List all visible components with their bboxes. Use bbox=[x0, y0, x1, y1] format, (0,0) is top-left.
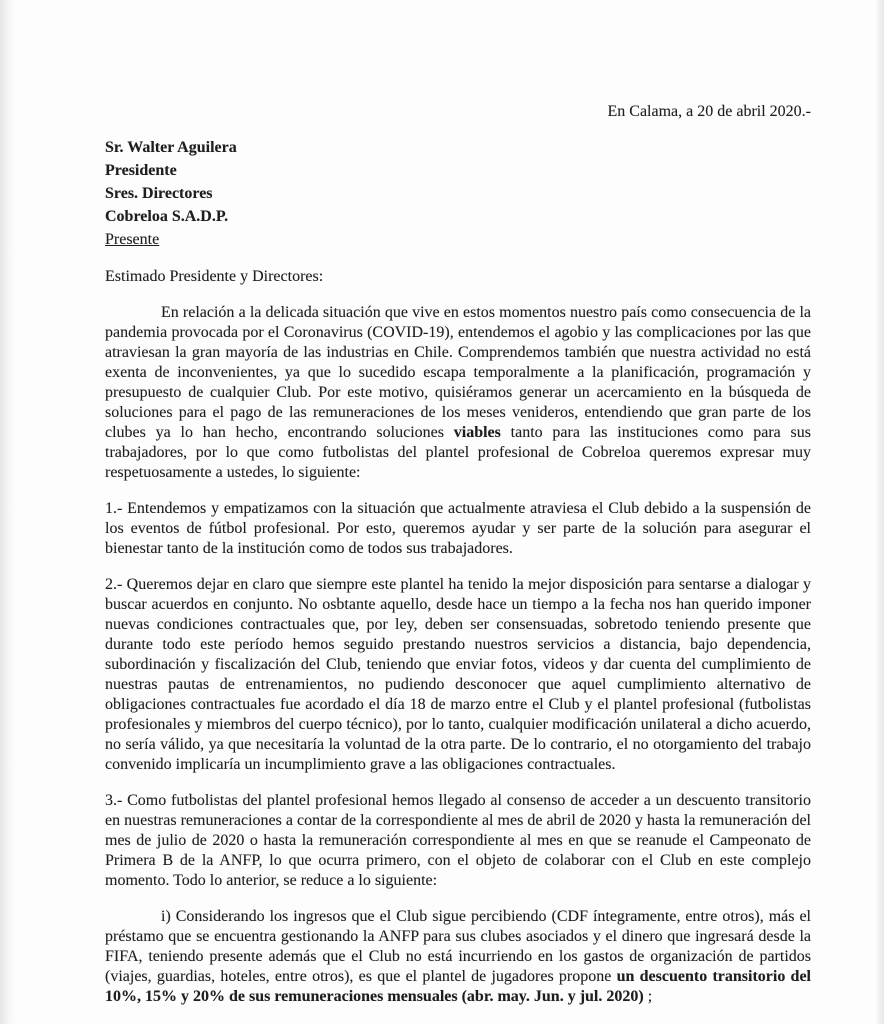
paragraph: i) Considerando los ingresos que el Club sigue percibiendo (CDF íntegramente, entre otros), más el préstamo que se encuentra gestionando la ANFP para sus clubes asociados y el dinero que ingresará desde la FIFA, teniendo presente además que el Club no está incurriendo en los gastos de organización de partidos (viajes, guardias, hoteles, entre otros), es que el plantel de jugadores propone un descuento transitorio del 10%, 15% y 20% de sus remuneraciones mensuales (abr. may. Jun. y jul. 2020) ; bbox=[105, 908, 812, 1005]
page-left-edge bbox=[0, 0, 16, 1024]
recipient-title: Presidente bbox=[105, 162, 177, 179]
recipient-club: Cobreloa S.A.D.P. bbox=[105, 208, 229, 225]
letter-body bbox=[105, 303, 811, 1007]
recipient-name: Sr. Walter Aguilera bbox=[105, 139, 237, 156]
paragraph: En relación a la delicada situación que vive en estos momentos nuestro país como consecuencia de la pandemia provocada por el Coronavirus (COVID-19), entendemos el agobio y las complicaciones por las que atraviesan la gran mayoría de las industrias en Chile. Comprendemos también que nuestra actividad no está exenta de inconvenientes, ya que lo sucedido escapa temporalmente a la planificación, programación y presupuesto de cualquier Club. Por este motivo, quisiéramos generar un acercamiento en la búsqueda de soluciones para el pago de las remuneraciones de los meses venideros, entendiendo que gran parte de los clubes ya lo han hecho, encontrando soluciones viables tanto para las instituciones como para sus trabajadores, por lo que como futbolistas del plantel profesional de Cobreloa queremos expresar muy respetuosamente a ustedes, lo siguiente: bbox=[105, 304, 811, 481]
paragraph: 1.- Entendemos y empatizamos con la situación que actualmente atraviesa el Club debido a la suspensión de los eventos de fútbol profesional. Por esto, queremos ayudar y ser parte de la solución para asegurar el bienestar tanto de la institución como de todos sus trabajadores. bbox=[105, 500, 811, 557]
recipient-presente: Presente bbox=[105, 231, 160, 248]
salutation: Estimado Presidente y Directores: bbox=[105, 268, 324, 285]
page-right-edge bbox=[875, 0, 884, 1024]
recipient-directors: Sres. Directores bbox=[105, 185, 213, 202]
letter-content bbox=[105, 102, 811, 1023]
date-line: En Calama, a 20 de abril 2020.- bbox=[607, 103, 811, 120]
paragraph: 2.- Queremos dejar en claro que siempre este plantel ha tenido la mejor disposición para sentarse a dialogar y buscar acuerdos en conjunto. No osbtante aquello, desde hace un tiempo a la fecha nos han querido imponer nuevas condiciones contractuales que, por ley, deben ser consensuadas, sobretodo teniendo presente que durante todo este período hemos seguido prestando nuestros servicios a distancia, bajo dependencia, subordinación y fiscalización del Club, teniendo que enviar fotos, videos y dar cuenta del cumplimiento de nuestras pautas de entrenamientos, no pudiendo desconocer que aquel cumplimiento alternativo de obligaciones contractuales fue acordado el día 18 de marzo entre el Club y el plantel profesional (futbolistas profesionales y miembros del cuerpo técnico), por lo tanto, cualquier modificación unilateral a dicho acuerdo, no sería válido, ya que necesitaría la voluntad de la otra parte. De lo contrario, el no otorgamiento del trabajo convenido implicaría un incumplimiento grave a las obligaciones contractuales. bbox=[105, 576, 811, 773]
recipient-block bbox=[105, 136, 811, 251]
paragraph: 3.- Como futbolistas del plantel profesional hemos llegado al consenso de acceder a un descuento transitorio en nuestras remuneraciones a contar de la correspondiente al mes de abril de 2020 y hasta la remuneración del mes de julio de 2020 o hasta la remuneración correspondiente al mes en que se reanude el Campeonato de Primera B de la ANFP, lo que ocurra primero, con el objeto de colaborar con el Club en este complejo momento. Todo lo anterior, se reduce a lo siguiente: bbox=[105, 792, 811, 889]
